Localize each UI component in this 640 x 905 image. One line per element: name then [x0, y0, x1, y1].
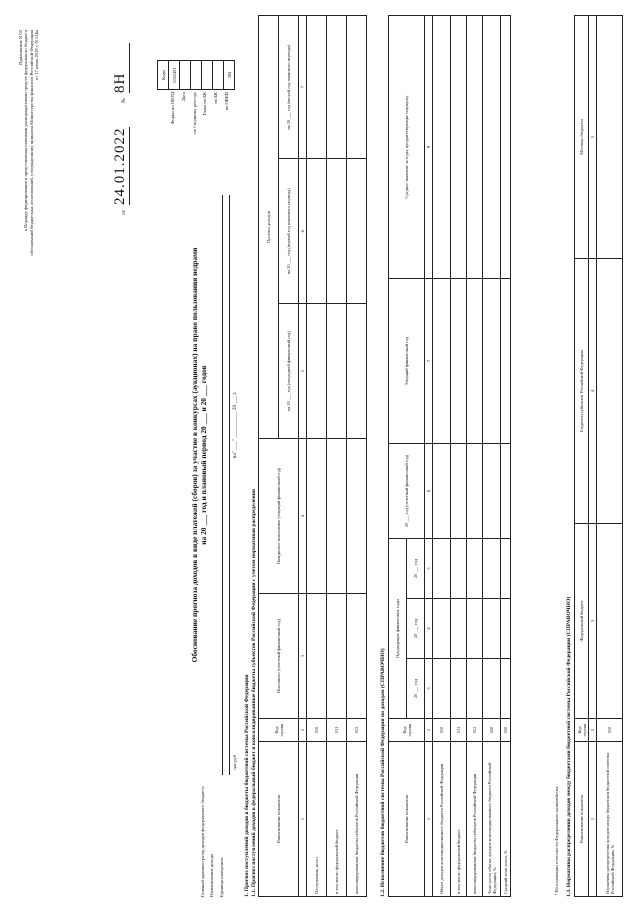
- code-glava-value: [202, 61, 213, 90]
- t12-row-name: консолидированные бюджеты субъектов Российской Федерации: [467, 742, 483, 897]
- unit-value: тыс.руб: [232, 754, 237, 770]
- t13-col-code: Код строки: [575, 719, 589, 742]
- approval-line-4: от 17 июля 2019 г. N 114н: [34, 30, 40, 81]
- t11-num: 6: [299, 159, 307, 304]
- code-label-bk: по БК: [213, 92, 219, 104]
- approval-line-3: обоснований бюджетных ассигнований, утвержденному приказом Министерства финансов Российской Федерации: [28, 30, 34, 256]
- t12-num: 7: [425, 279, 433, 444]
- t12-row-code: 010: [433, 719, 451, 742]
- t11-row-name: консолидированные бюджеты субъектов Российской Федерации: [347, 742, 367, 897]
- table-row: [501, 16, 511, 897]
- codes-header: Коды: [158, 61, 169, 90]
- order-number: 8Н: [112, 43, 130, 93]
- t11-row-code: 011: [327, 719, 347, 742]
- table-row: [433, 16, 451, 897]
- t11-col-y2: на 20 ___ год (первый год планового периода): [279, 159, 299, 304]
- t12-col-current: Текущий финансовый год: [389, 279, 425, 444]
- t12-row-name: Объем доходов консолидированного бюджета Российской Федерации: [433, 742, 451, 897]
- table-row: [347, 16, 367, 897]
- t11-num: 1: [299, 742, 307, 897]
- approval-line-2: к Порядку формирования и представления главными распорядителями средств федерального бюджета: [23, 30, 29, 232]
- t11-num: 4: [299, 439, 307, 594]
- order-date: 24.01.2022: [112, 127, 128, 205]
- section13-heading: 1.3. Нормативы распределения доходов между бюджетами бюджетной системы Российской Федерации (СПРАВОЧНО): [566, 596, 572, 897]
- table-row: [597, 16, 623, 897]
- unit-label: Единица измерения:: [218, 857, 224, 897]
- t12-num: 8: [425, 16, 433, 279]
- t11-num: 7: [299, 16, 307, 159]
- t11-col-code: Код строки: [259, 719, 299, 742]
- code-okud-value: 0505491: [169, 61, 180, 90]
- footnote: ¹ На основании отчетности Федерального казначейства.: [554, 785, 559, 895]
- t11-col-report: Исполнено (отчетный финансовый год): [259, 594, 299, 719]
- t13-row-code: 010: [597, 719, 623, 742]
- t13-num: 1: [589, 742, 597, 897]
- code-registry-value: [191, 61, 202, 90]
- code-label-okei: по ОКЕИ: [223, 92, 229, 111]
- order-stamp: от 24.01.2022 № 8Н: [112, 15, 134, 215]
- t12-col-avg: Среднее значение за годы, предшествующие текущему: [389, 16, 425, 279]
- table-1-2: Наименование показателя Код строки Предыдущие финансовые годы 20 ___ год (отчетный финансовый год) Текущий финансовый год Среднее значение за годы, предшествующие текущему 20 ___ год 20 ___ год 20 ___ год 1 2 3 4 5 6 7 8 Объем доходов консолидированного бюджета Российской Федерации 010 в том числе: федеральный бюджет 011 консолидированные бюджеты субъектов Российской Федерации 012 Темп роста объема доходов консолидированного бюджета Российской Федерации, % 020 Средний темп роста, % 030: [388, 15, 511, 897]
- code-label-glava: Глава по БК: [202, 92, 208, 116]
- t11-num: 3: [299, 594, 307, 719]
- income-line: [229, 195, 230, 775]
- code-date-value: [180, 61, 191, 90]
- approval-block: [18, 30, 40, 285]
- t13-row-name: Нормативы распределения доходов между бюджетами бюджетной системы Российской Федерации, %: [597, 742, 623, 897]
- codes-box: [157, 60, 235, 90]
- approval-line-1: Приложение N 65: [18, 30, 23, 65]
- t13-col-local: Местные бюджеты: [575, 16, 589, 259]
- t11-row-name: Поступления, всего: [307, 742, 327, 897]
- t13-num: 4: [589, 259, 597, 524]
- t12-col-code: Код строки: [389, 719, 425, 742]
- section11-heading: 1.1. Прогноз поступлений доходов в федеральный бюджет и консолидированные бюджеты субъектов Российской Федерации с учетом нормативов распределения: [251, 489, 257, 897]
- title-line-2: на 20 ___ год и плановый период 20 ___ и 20 ___ годов: [199, 365, 208, 545]
- order-number-prefix: №: [121, 98, 127, 103]
- t12-num: 2: [425, 719, 433, 742]
- codes-labels: [170, 92, 235, 190]
- t12-num: 3: [425, 659, 433, 719]
- admin-label: Главный администратор доходов федерального бюджета: [200, 786, 205, 897]
- code-label-okud: Форма по ОКУД: [170, 92, 175, 125]
- t12-row-name: в том числе: федеральный бюджет: [451, 742, 467, 897]
- t12-num: 6: [425, 444, 433, 539]
- table-row: [483, 16, 501, 897]
- t11-col-forecast: Прогноз доходов: [259, 16, 279, 439]
- t12-row-code: 011: [451, 719, 467, 742]
- t13-col-subj: Бюджеты субъектов Российской Федерации: [575, 259, 589, 524]
- code-okei-value: 384: [224, 61, 235, 90]
- t11-col-y3: на 20 ___ год (второй год планового периода): [279, 16, 299, 159]
- t12-row-name: Средний темп роста, %: [501, 742, 511, 897]
- t12-row-code: 020: [483, 719, 501, 742]
- t13-col-fed: Федеральный бюджет: [575, 524, 589, 719]
- table-row: [327, 16, 347, 897]
- t11-num: 5: [299, 304, 307, 439]
- table-row: [451, 16, 467, 897]
- t12-col-prev: Предыдущие финансовые годы: [389, 539, 407, 719]
- section1-heading: 1. Прогноз поступлений доходов в бюджеты бюджетной системы Российской Федерации: [244, 674, 250, 897]
- table-1-1: [258, 15, 367, 897]
- t12-num: 4: [425, 599, 433, 659]
- table-row: [467, 16, 483, 897]
- t11-row-code: 010: [307, 719, 327, 742]
- t12-row-name: Темп роста объема доходов консолидированного бюджета Российской Федерации, %: [483, 742, 501, 897]
- meta-block: [200, 777, 224, 897]
- t12-row-code: 012: [467, 719, 483, 742]
- t12-col-report: 20 ___ год (отчетный финансовый год): [389, 444, 425, 539]
- t12-num: 1: [425, 742, 433, 897]
- t12-row-code: 030: [501, 719, 511, 742]
- title-date-line: на" ___ " __________ 20 ___ г.: [232, 391, 238, 459]
- t11-col-y1: на 20 ___ год (очередной финансовый год): [279, 304, 299, 439]
- t13-col-name: Наименование показателя: [575, 742, 589, 897]
- t11-row-name: в том числе: федеральный бюджет: [327, 742, 347, 897]
- t11-col-expected: Ожидаемое исполнение (текущий финансовый год): [259, 439, 299, 594]
- table-1-3: [574, 15, 623, 897]
- t12-num: 5: [425, 539, 433, 599]
- section12-heading: 1.2. Исполнение бюджетов бюджетной системы Российской Федерации по доходам (СПРАВОЧНО): [380, 648, 386, 897]
- income-label: Наименование дохода: [209, 854, 215, 897]
- t11-num: 2: [299, 719, 307, 742]
- t13-num: 3: [589, 524, 597, 719]
- t11-row-code: 012: [347, 719, 367, 742]
- title-line-1: Обоснование прогноза доходов в виде платежей (сборов) за участие в конкурсах (аукционах) на право пользования недрами: [190, 247, 199, 663]
- code-bk-value: [213, 61, 224, 90]
- t13-num: 2: [589, 719, 597, 742]
- code-label-registry: по Сводному реестру: [191, 92, 197, 134]
- page-title: [190, 135, 208, 775]
- t13-num: 5: [589, 16, 597, 259]
- admin-line: [222, 195, 223, 775]
- code-label-date: Дата: [180, 92, 186, 102]
- t12-col-name: Наименование показателя: [389, 742, 425, 897]
- table-row: [307, 16, 327, 897]
- t11-col-name: Наименование показателя: [259, 742, 299, 897]
